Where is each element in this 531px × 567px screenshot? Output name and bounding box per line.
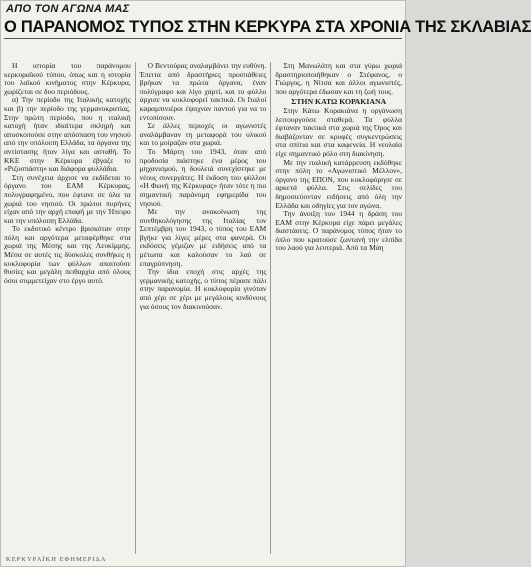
article-headline: Ο ΠΑΡΑΝΟΜΟΣ ΤΥΠΟΣ ΣΤΗΝ ΚΕΡΚΥΡΑ ΣΤΑ ΧΡΟΝΙΑ ΤΗΣ ΣΚΛΑΒΙΑΣ bbox=[4, 16, 402, 39]
paragraph: Με την ιταλική κατάρρευση εκδόθηκε στην πόλη το «Αγωνιστικό Μέλλον», όργανο της ΕΠΟΝ, που κυκλοφόρησε σε αρκετά φύλλα. Στις σελίδες του δημοσιεύονταν ειδήσεις από όλη την Ελλάδα και οδηγίες για τον αγώνα. bbox=[275, 157, 403, 210]
text-column-2 bbox=[140, 62, 267, 554]
paragraph: α) Την περίοδο της Ιταλικής κατοχής και β) την περίοδο της γερμανοκρατίας. Στην πρώτη περίοδο, που η ιταλική κατοχή ήταν ιδιαίτερα σκληρή και αποσκοπούσε στην απόσπαση του νησιού από την υπόλοιπη Ελλάδα, τα όργανα της αντίστασης ήταν λίγα και ασταθή. Το ΚΚΕ στην Κέρκυρα έβγαζε το «Ριζοσπάστη» και διάφορα φυλλάδια. bbox=[4, 95, 131, 174]
paragraph: Με την ανακοίνωση της συνθηκολόγησης της Ιταλίας τον Σεπτέμβρη του 1943, ο τύπος του ΕΑΜ βγήκε για λίγες μέρες στα φανερά. Οι εκδόσεις γέμιζαν με ειδήσεις από τα μέτωπα και καλούσαν το λαό σε επαγρύπνηση. bbox=[139, 207, 267, 268]
text-column-3 bbox=[275, 62, 402, 554]
paragraph: Το εκδοτικό κέντρο βρισκόταν στην πόλη και αργότερα μεταφέρθηκε στα χωριά της Μέσης και της Λευκίμμης. Μέσα σε αυτές τις δύσκολες συνθήκες η κυκλοφορία των φύλλων απαιτούσε θυσίες και μεγάλη πειθαρχία από όλους όσοι συμμετείχαν στο έργο αυτό. bbox=[4, 224, 131, 285]
footer-caption: ΚΕΡΚΥΡΑΪΚΗ ΕΦΗΜΕΡΙΔΑ bbox=[6, 556, 107, 563]
paragraph: Την ίδια εποχή στις αρχές της γερμανικής κατοχής, ο τύπος πέρασε πάλι στην παρανομία. Η κυκλοφορία γινόταν από χέρι σε χέρι με μεγάλους κινδύνους για όσους τον διακινούσαν. bbox=[139, 267, 267, 311]
paragraph: Το Μάρτη του 1943, όταν από προδοσία πιάστηκε ένα μέρος του μηχανισμού, η δουλειά συνεχίστηκε με νέους συνεργάτες. Η έκδοση του φύλλου «Η Φωνή της Κέρκυρας» ήταν τότε η πιο σημαντική παράνομη εφημερίδα του νησιού. bbox=[139, 146, 267, 208]
paragraph: Στη Μανωλάτη και στα γύρω χωριά δραστηριοποιήθηκαν ο Στέφανος, ο Γιώργος, η Νίτσα και άλλοι αγωνιστές, που αργότερα έδωσαν και τη ζωή τους. bbox=[275, 61, 403, 96]
paragraph: Σε άλλες περιοχές οι αγωνιστές αναλάμβαναν τη μεταφορά του υλικού και το μοίραζαν στα χωριά. bbox=[139, 121, 267, 148]
paragraph: Στην Κάτω Κορακιάνα η οργάνωση λειτουργούσε σταθερά. Τα φύλλα έφταναν τακτικά στα χωριά της Όρος και διαβάζονταν σε κρυφές συγκεντρώσεις στα σπίτια και στα καφενεία. Η νεολαία είχε σημαντικό ρόλο στη διακίνηση. bbox=[275, 105, 403, 158]
subheading: ΣΤΗΝ ΚΑΤΩ ΚΟΡΑΚΙΑΝΑ bbox=[291, 97, 387, 107]
paragraph: Στη συνέχεια άρχισε να εκδίδεται το όργανο του ΕΑΜ Κέρκυρας, πολυγραφημένο, που έφτανε σε όλα τα χωριά του νησιού. Οι πρώτοι πυρήνες είχαν από την αρχή επαφή με την Ήπειρο και την υπόλοιπη Ελλάδα. bbox=[4, 172, 131, 225]
column-divider bbox=[135, 62, 136, 554]
section-kicker: ΑΠΟ ΤΟΝ ΑΓΩΝΑ ΜΑΣ bbox=[6, 3, 130, 15]
text-column-1 bbox=[4, 62, 131, 554]
paragraph: Ο Βεντούρας αναλαμβάνει την ευθύνη. Έπειτα από δραστήριες προσπάθειες βρήκαν τα πρώτα όργανα, έναν πολύγραφο και λίγο χαρτί, και το φύλλο άρχισε να κυκλοφορεί τακτικά. Οι Ιταλοί καραμπινιέροι έψαχναν παντού για να το εντοπίσουν. bbox=[139, 61, 267, 122]
article-body bbox=[4, 62, 402, 554]
paragraph: Η ιστορία του παράνομου κερκυραϊκού τύπου, όπως και η ιστορία του λαϊκού κινήματος στην Κέρκυρα, χωρίζεται σε δυο περιόδους. bbox=[4, 61, 131, 96]
paragraph: Την άνοιξη του 1944 η δράση του ΕΑΜ στην Κέρκυρα είχε πάρει μεγάλες διαστάσεις. Ο παράνομος τύπος ήταν το όπλο που κρατούσε ζωντανή την ελπίδα του λαού για λευτεριά. Από τα Μάη bbox=[275, 209, 403, 253]
column-divider bbox=[270, 62, 271, 554]
